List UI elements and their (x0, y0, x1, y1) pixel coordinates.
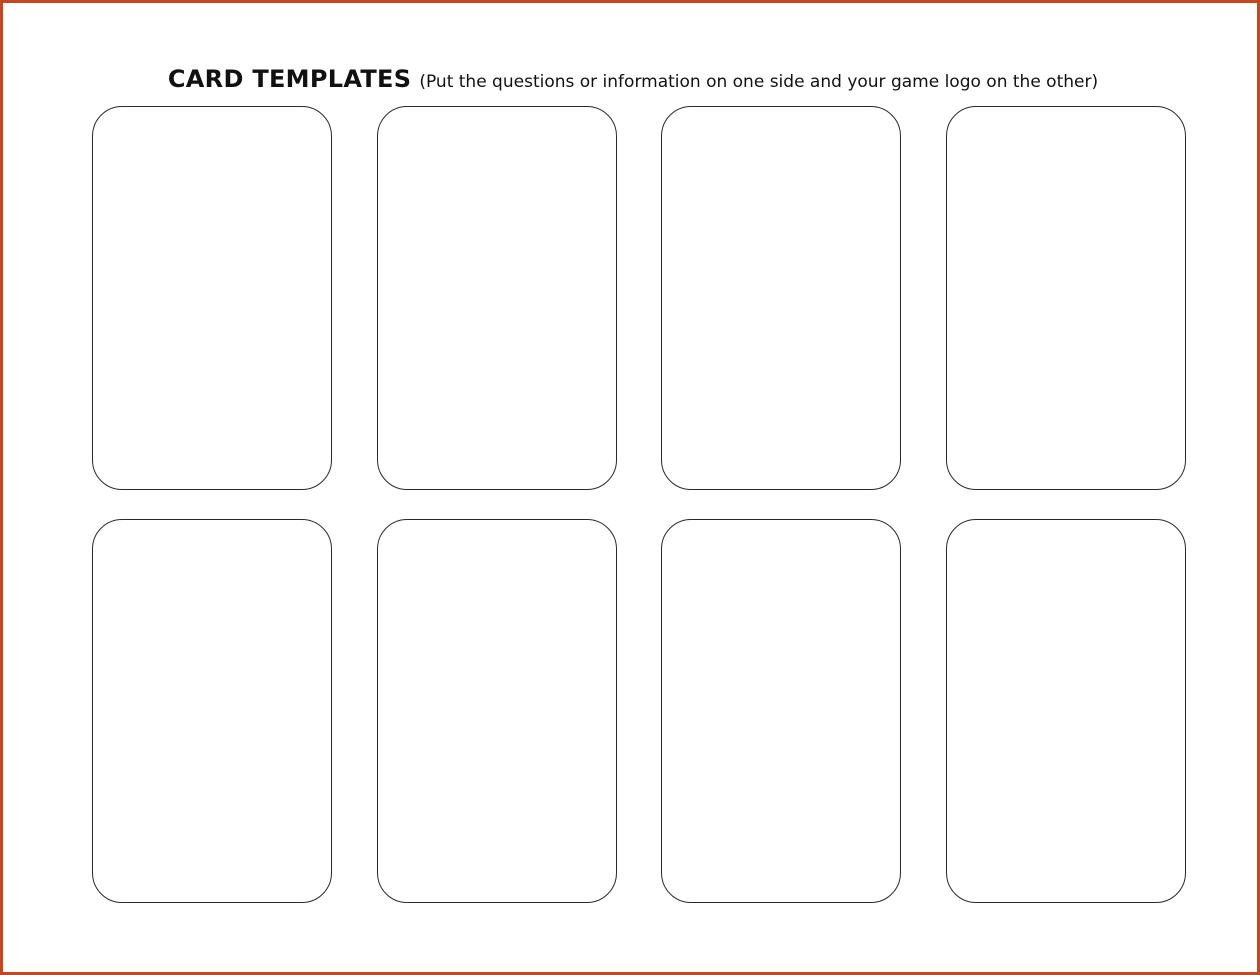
page-subtitle: (Put the questions or information on one side and your game logo on the other) (419, 72, 1099, 92)
card-template-1 (92, 106, 332, 490)
card-template-3 (661, 106, 901, 490)
page-title: CARD TEMPLATES (167, 65, 412, 93)
card-template-4 (946, 106, 1186, 490)
card-template-7 (661, 519, 901, 903)
card-template-6 (377, 519, 617, 903)
card-template-8 (946, 519, 1186, 903)
card-template-2 (377, 106, 617, 490)
page-heading (3, 65, 1260, 93)
card-template-5 (92, 519, 332, 903)
